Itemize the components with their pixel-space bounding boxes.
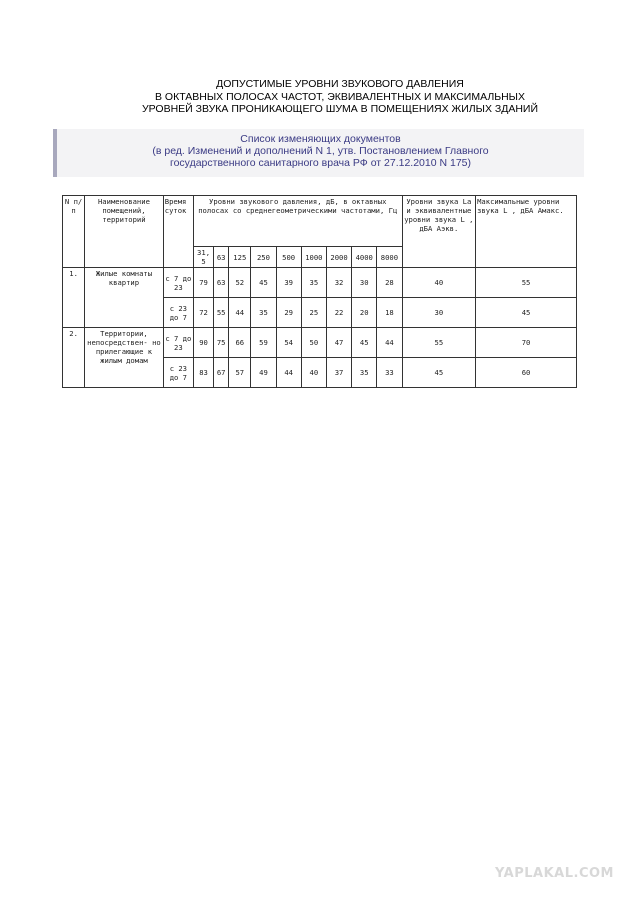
amendments-line-1: (в ред. Изменений и дополнений N 1, утв. Постановлением Главного	[152, 145, 489, 157]
value-cell: 44	[377, 328, 402, 358]
row-num: 2.	[63, 328, 85, 388]
value-cell: 83	[193, 358, 213, 388]
value-cell: 35	[301, 268, 326, 298]
header-name: Наименование помещений, территорий	[85, 196, 164, 268]
table-row	[63, 268, 577, 298]
equiv-cell: 30	[402, 298, 476, 328]
value-cell: 90	[193, 328, 213, 358]
value-cell: 35	[251, 298, 276, 328]
band-cell: 250	[251, 247, 276, 268]
value-cell: 50	[301, 328, 326, 358]
header-num: N п/п	[63, 196, 85, 268]
value-cell: 39	[276, 268, 301, 298]
row-time: с 23 до 7	[163, 298, 193, 328]
value-cell: 66	[229, 328, 251, 358]
row-name: Территории, непосредствен- но прилегающие к жилым домам	[85, 328, 164, 388]
header-max: Максимальные уровни звука L , дБА Амакс.	[476, 196, 577, 268]
value-cell: 55	[214, 298, 229, 328]
value-cell: 59	[251, 328, 276, 358]
value-cell: 22	[326, 298, 351, 328]
value-cell: 63	[214, 268, 229, 298]
equiv-cell: 40	[402, 268, 476, 298]
equiv-cell: 55	[402, 328, 476, 358]
max-cell: 70	[476, 328, 577, 358]
amendments-line-2: государственного санитарного врача РФ от 27.12.2010 N 175)	[169, 157, 472, 169]
band-cell: 2000	[326, 247, 351, 268]
band-cell: 63	[214, 247, 229, 268]
band-cell: 8000	[377, 247, 402, 268]
value-cell: 33	[377, 358, 402, 388]
band-cell: 31,5	[193, 247, 213, 268]
amendments-box	[53, 129, 584, 177]
value-cell: 40	[301, 358, 326, 388]
band-cell: 500	[276, 247, 301, 268]
value-cell: 72	[193, 298, 213, 328]
amendments-heading: Список изменяющих документов	[240, 133, 401, 145]
value-cell: 25	[301, 298, 326, 328]
document-title	[60, 78, 620, 116]
value-cell: 20	[352, 298, 377, 328]
max-cell: 55	[476, 268, 577, 298]
site-watermark: YAPLAKAL.COM	[495, 866, 614, 881]
value-cell: 44	[229, 298, 251, 328]
value-cell: 67	[214, 358, 229, 388]
value-cell: 32	[326, 268, 351, 298]
band-cell: 1000	[301, 247, 326, 268]
row-num: 1.	[63, 268, 85, 328]
header-time: Время суток	[163, 196, 193, 268]
header-equiv: Уровни звука La и эквивалентные уровни звука L , дБА Аэкв.	[402, 196, 476, 268]
value-cell: 37	[326, 358, 351, 388]
value-cell: 18	[377, 298, 402, 328]
row-time: с 23 до 7	[163, 358, 193, 388]
value-cell: 54	[276, 328, 301, 358]
value-cell: 49	[251, 358, 276, 388]
value-cell: 57	[229, 358, 251, 388]
table-row	[63, 328, 577, 358]
equiv-cell: 45	[402, 358, 476, 388]
value-cell: 30	[352, 268, 377, 298]
max-cell: 60	[476, 358, 577, 388]
value-cell: 44	[276, 358, 301, 388]
value-cell: 35	[352, 358, 377, 388]
band-cell: 4000	[352, 247, 377, 268]
value-cell: 52	[229, 268, 251, 298]
value-cell: 47	[326, 328, 351, 358]
value-cell: 75	[214, 328, 229, 358]
value-cell: 45	[251, 268, 276, 298]
row-time: с 7 до 23	[163, 268, 193, 298]
value-cell: 28	[377, 268, 402, 298]
value-cell: 29	[276, 298, 301, 328]
noise-levels-table	[62, 195, 577, 388]
band-cell: 125	[229, 247, 251, 268]
row-name: Жилые комнаты квартир	[85, 268, 164, 328]
title-line-1: ДОПУСТИМЫЕ УРОВНИ ЗВУКОВОГО ДАВЛЕНИЯ	[216, 78, 464, 90]
title-line-2: В ОКТАВНЫХ ПОЛОСАХ ЧАСТОТ, ЭКВИВАЛЕНТНЫХ И МАКСИМАЛЬНЫХ	[155, 90, 525, 103]
row-time: с 7 до 23	[163, 328, 193, 358]
header-levels: Уровни звукового давления, дБ, в октавных полосах со среднегеометрическими частотами, Гц	[193, 196, 402, 247]
value-cell: 45	[352, 328, 377, 358]
max-cell: 45	[476, 298, 577, 328]
header-row	[63, 196, 577, 247]
value-cell: 79	[193, 268, 213, 298]
title-line-3: УРОВНЕЙ ЗВУКА ПРОНИКАЮЩЕГО ШУМА В ПОМЕЩЕНИЯХ ЖИЛЫХ ЗДАНИЙ	[141, 103, 539, 115]
